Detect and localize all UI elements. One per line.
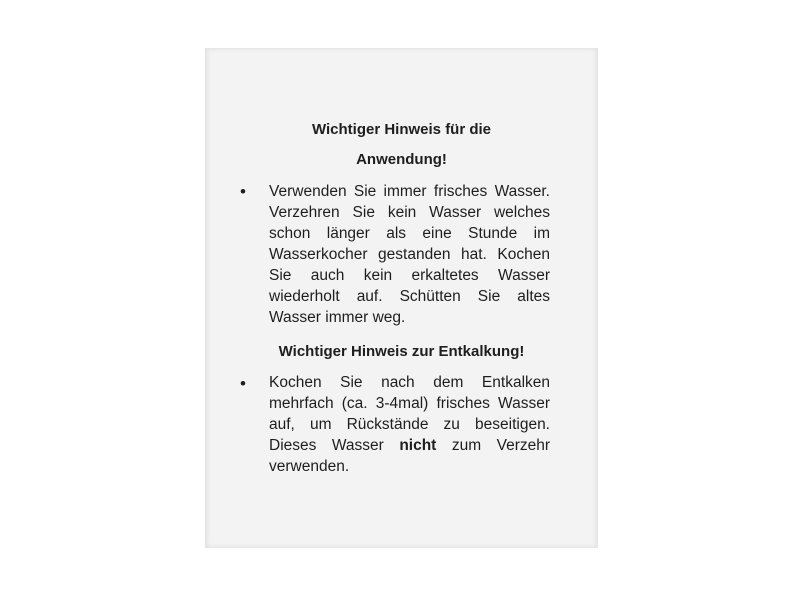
section2-heading: Wichtiger Hinweis zur Entkalkung!	[278, 343, 525, 360]
section2-paragraph-tail: zum Verzehr verwenden.	[269, 437, 551, 475]
section1-heading-line1: Wichtiger Hinweis für die	[311, 121, 492, 138]
instruction-sheet	[205, 48, 598, 548]
bullet-icon: •	[240, 182, 246, 201]
section1-heading-line2: Anwendung!	[356, 151, 447, 168]
section1-paragraph: Verwenden Sie immer frisches Wasser. Verzehren Sie kein Wasser welches schon länger als eine Stunde im Wasserkocher gestanden hat. Kochen Sie auch kein erkaltetes Wasser wiederholt auf. Schütten Sie altes Wasser immer weg.	[269, 183, 550, 326]
section2-paragraph-text: Kochen Sie nach dem Entkalken mehrfach (ca. 3-4mal) frisches Wasser auf, um Rückstände zu beseitigen. Dieses Wasser	[269, 374, 550, 454]
section2-paragraph	[269, 372, 550, 477]
bullet-icon: •	[240, 374, 246, 393]
emphasis-nicht: nicht	[399, 437, 437, 454]
